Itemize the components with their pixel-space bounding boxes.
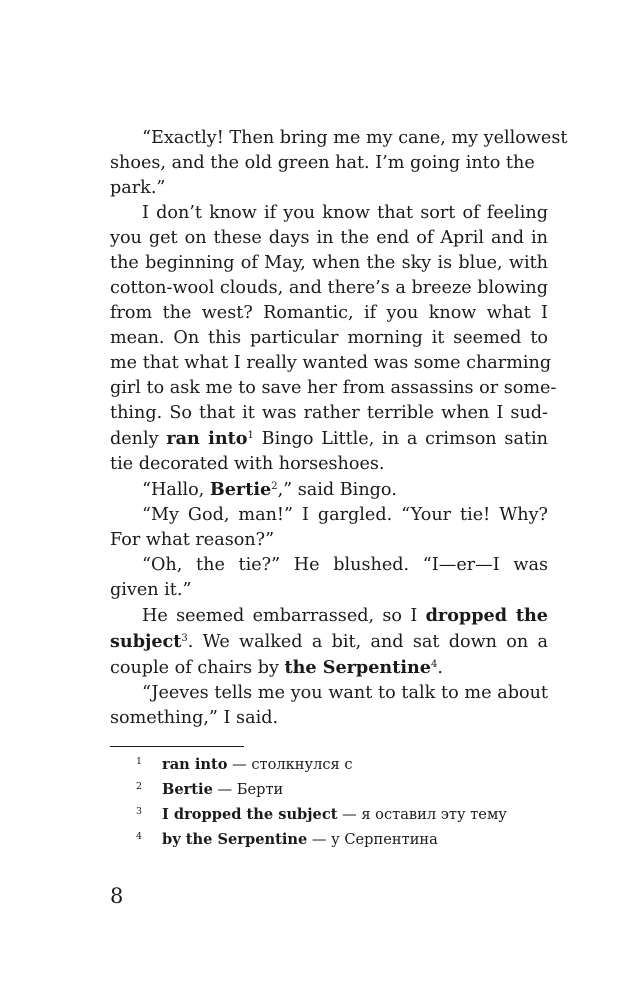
text-line: me that what I really wanted was some charming bbox=[110, 353, 552, 373]
footnote: 1 ran into — столкнулся с bbox=[110, 752, 548, 777]
footnote-ref[interactable]: 1 bbox=[247, 430, 254, 441]
footnote: 4 by the Serpentine — у Серпентина bbox=[110, 827, 548, 852]
footnote-ref[interactable]: 4 bbox=[431, 659, 438, 670]
text-line: from the west? Romantic, if you know what I bbox=[110, 303, 548, 323]
text-line: He seemed embarrassed, so I dropped the bbox=[142, 605, 548, 626]
footnote-translation: Берти bbox=[236, 781, 284, 798]
footnote-term: I dropped the subject bbox=[162, 806, 338, 823]
glossed-term: subject bbox=[110, 631, 182, 652]
body-text bbox=[110, 126, 568, 731]
footnote: 3 I dropped the subject — я оставил эту тему bbox=[110, 802, 548, 827]
text-line: thing. So that it was rather terrible when I sud- bbox=[110, 403, 548, 423]
footnote-translation: столкнулся с bbox=[251, 756, 353, 773]
footnote-term: by the Serpentine bbox=[162, 831, 308, 848]
footnote-ref[interactable]: 3 bbox=[181, 633, 188, 644]
text-line: you get on these days in the end of April and in bbox=[110, 228, 548, 248]
text-line: mean. On this particular morning it seemed to bbox=[110, 328, 548, 348]
footnote-number: 1 bbox=[136, 756, 143, 767]
footnote-number: 2 bbox=[136, 781, 143, 792]
text-line: something,” I said. bbox=[110, 708, 279, 728]
text-line: “Oh, the tie?” He blushed. “I—er—I was bbox=[142, 555, 548, 575]
paragraph bbox=[110, 477, 548, 503]
paragraph bbox=[110, 503, 548, 553]
footnote-translation: у Серпентина bbox=[331, 831, 438, 848]
text-line: “Jeeves tells me you want to talk to me about bbox=[142, 683, 548, 703]
glossed-term: dropped the bbox=[425, 605, 548, 626]
text-line: park.” bbox=[110, 178, 166, 198]
text-line: “My God, man!” I gargled. “Your tie! Why? bbox=[142, 505, 548, 525]
footnote-number: 3 bbox=[136, 806, 143, 817]
paragraph bbox=[110, 603, 548, 681]
paragraph bbox=[110, 681, 548, 731]
text-line: shoes, and the old green hat. I’m going into the bbox=[110, 153, 535, 173]
footnote-term: ran into bbox=[162, 756, 228, 773]
page-number: 8 bbox=[110, 884, 124, 908]
text-line: the beginning of May, when the sky is blue, with bbox=[110, 253, 548, 273]
text-line: couple of chairs by the Serpentine$^4$. bbox=[110, 657, 443, 678]
text-line: For what reason?” bbox=[110, 530, 275, 550]
footnote-ref[interactable]: 2 bbox=[271, 481, 278, 492]
footnote: 2 Bertie — Берти bbox=[110, 777, 548, 802]
text-line: “Hallo, Bertie$^2$,” said Bingo. bbox=[142, 479, 397, 500]
paragraph bbox=[110, 201, 557, 477]
text-line: tie decorated with horseshoes. bbox=[110, 454, 385, 474]
glossed-term: ran into bbox=[166, 428, 248, 449]
paragraph bbox=[110, 126, 568, 201]
text-line: I don’t know if you know that sort of feeling bbox=[142, 203, 548, 223]
text-line: “Exactly! Then bring me my cane, my yellowest bbox=[142, 128, 568, 148]
text-line: given it.” bbox=[110, 580, 192, 600]
paragraph bbox=[110, 553, 548, 603]
footnote-term: Bertie bbox=[162, 781, 213, 798]
footnote-translation: я оставил эту тему bbox=[361, 806, 507, 823]
glossed-term: the Serpentine bbox=[284, 657, 431, 678]
footnotes bbox=[110, 752, 548, 852]
text-line: cotton-wool clouds, and there’s a breeze blowing bbox=[110, 278, 548, 298]
footnote-number: 4 bbox=[136, 831, 143, 842]
glossed-term: Bertie bbox=[209, 479, 272, 500]
text-line: girl to ask me to save her from assassins or some- bbox=[110, 378, 557, 398]
text-line: denly ran into$^1$ Bingo Little, in a crimson satin bbox=[110, 428, 548, 449]
footnote-divider bbox=[110, 746, 244, 747]
text-line: subject$^3$. We walked a bit, and sat down on a bbox=[110, 631, 548, 652]
